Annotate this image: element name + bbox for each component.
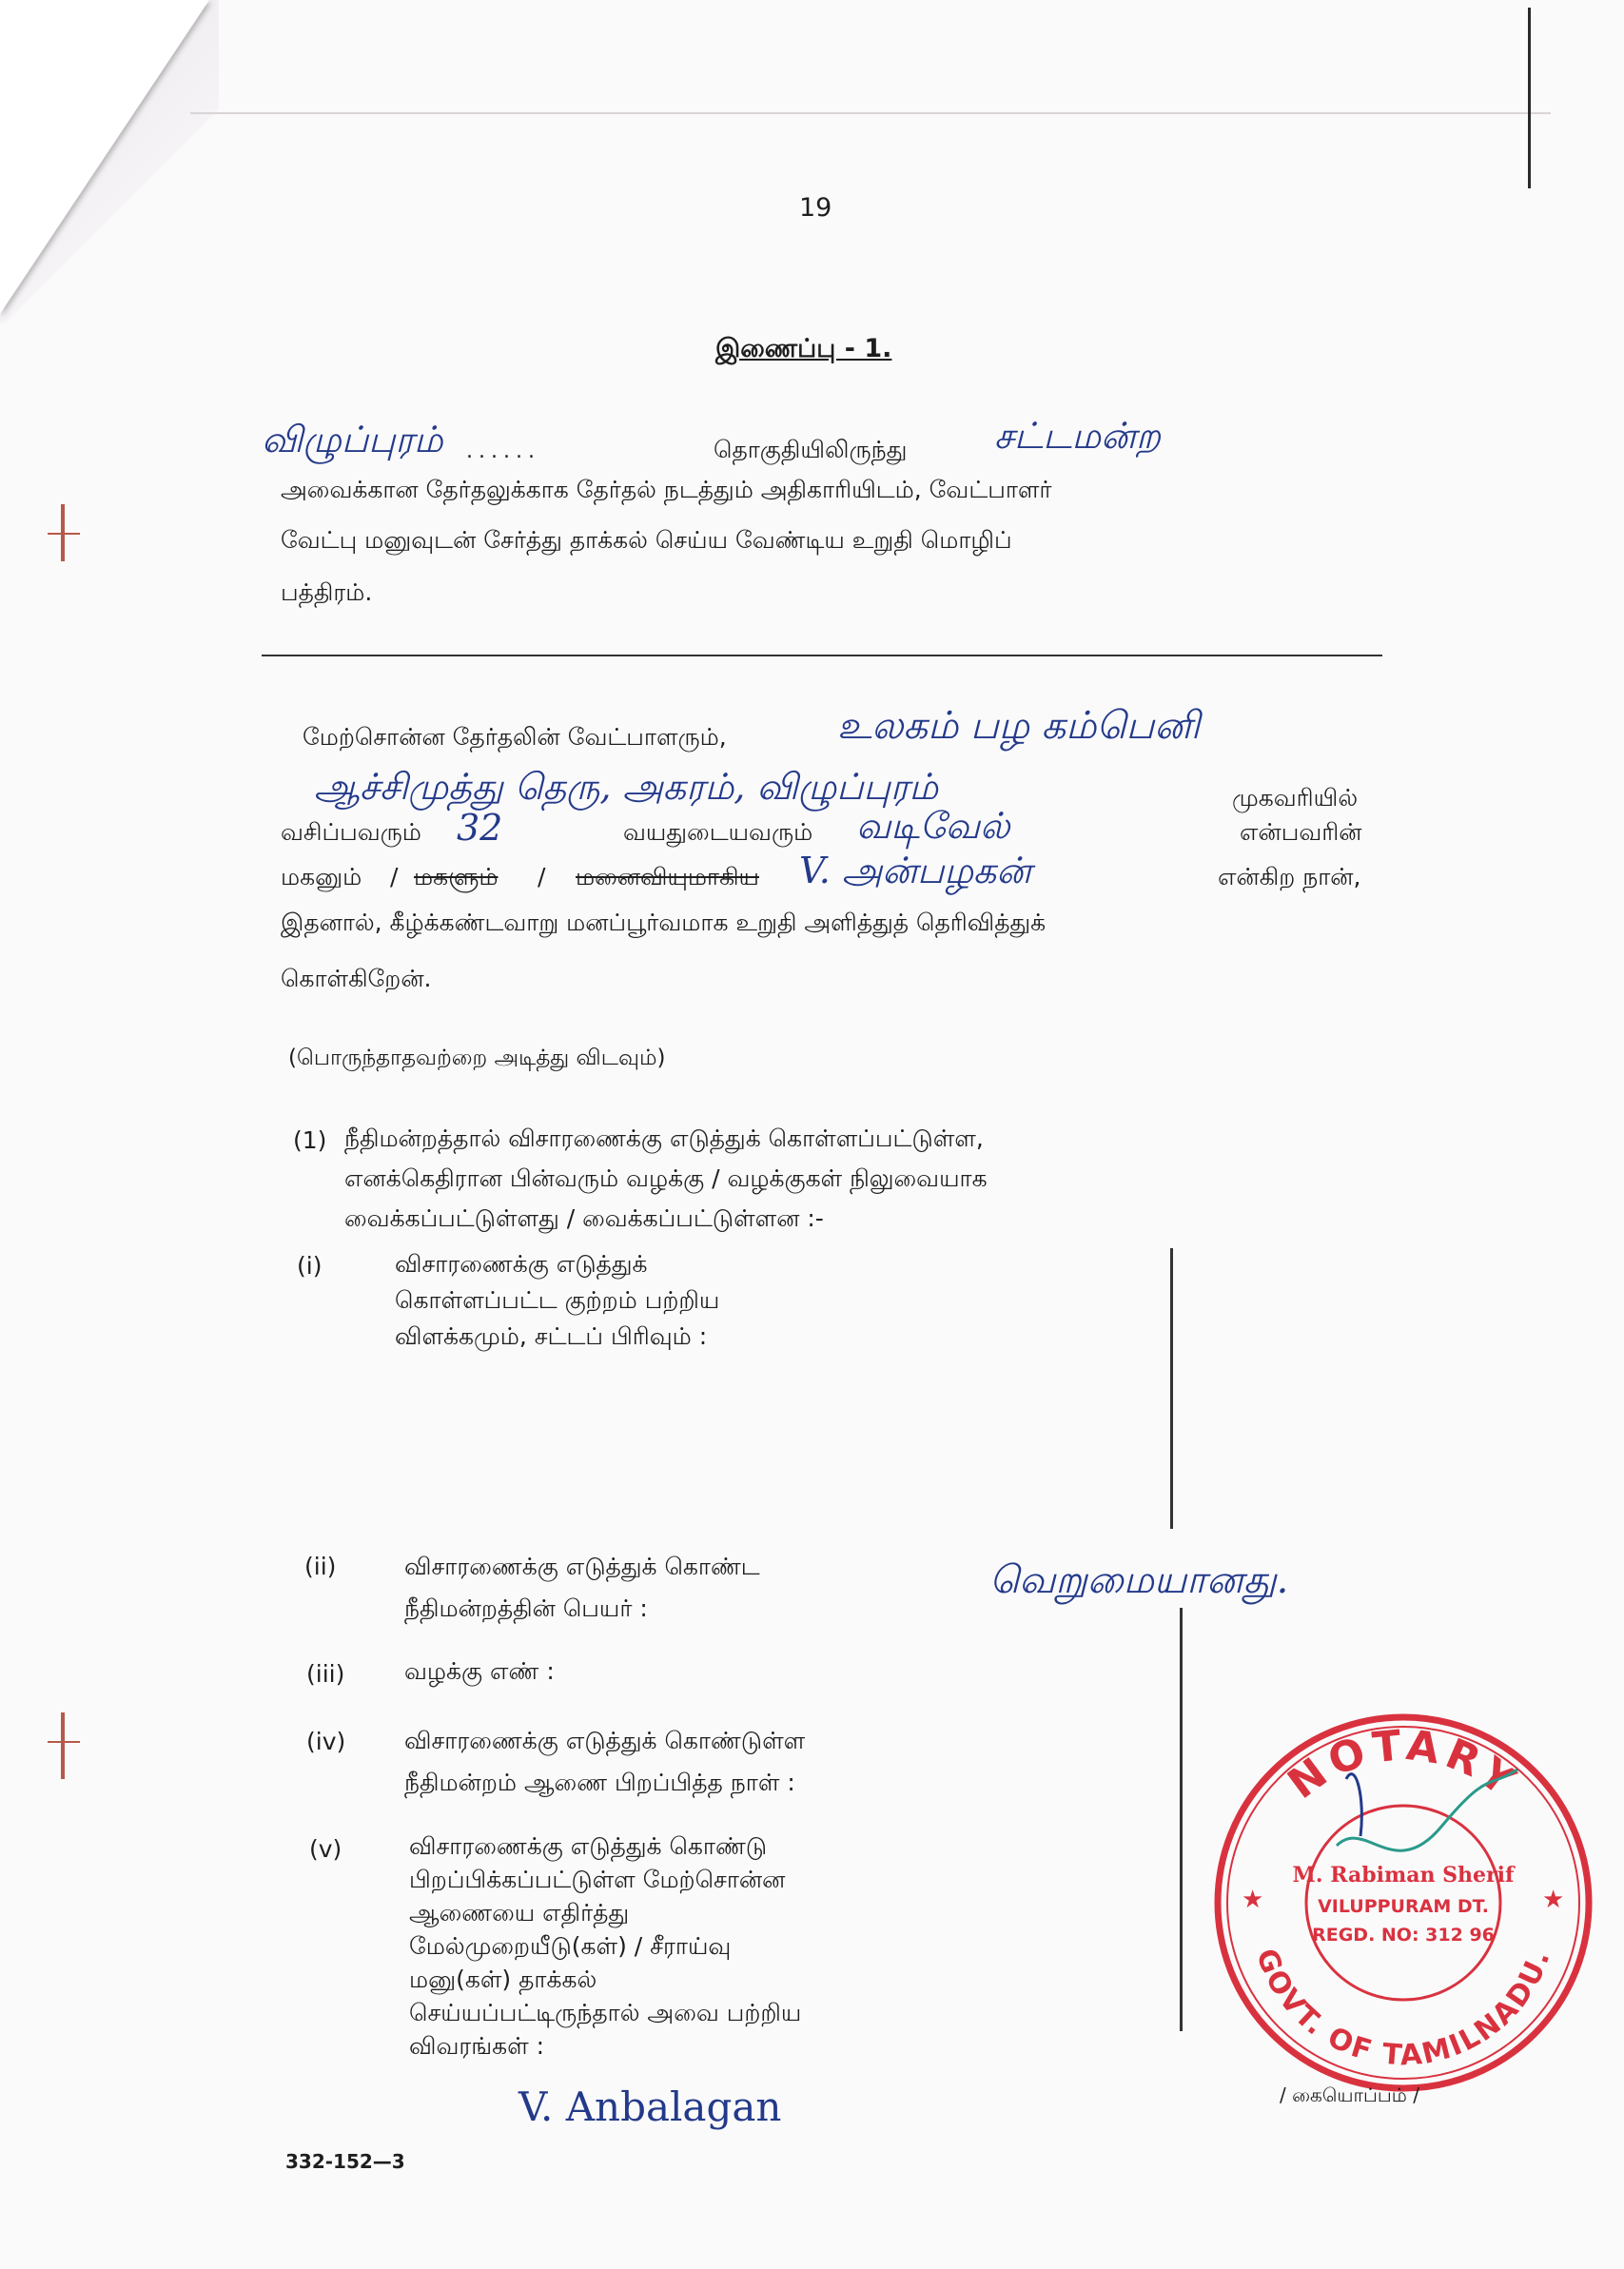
signature-label: / கையொப்பம் / (1280, 2083, 1419, 2106)
item-number: (ii) (304, 1553, 337, 1580)
slash: / (538, 863, 546, 890)
slash: / (390, 863, 399, 890)
age-label: வயதுடையவரும் (623, 818, 813, 846)
handwritten-age: 32 (457, 807, 503, 849)
item-number: (iii) (306, 1660, 345, 1688)
decl-start: மேற்சொன்ன தேர்தலின் வேட்பாளரும், (303, 723, 727, 751)
clause-line-3: வைக்கப்பட்டுள்ளது / வைக்கப்பட்டுள்ளன :- (344, 1204, 824, 1232)
stamp-star-left: ★ (1242, 1886, 1264, 1914)
address-suffix: முகவரியில் (1232, 784, 1359, 812)
punch-mark-top-cross (48, 533, 80, 535)
right-margin-mark (1528, 8, 1531, 188)
handwritten-father: வடிவேல் (856, 805, 1010, 847)
wife-label-struck: மனைவியுமாகிய (576, 863, 759, 890)
item-line: கொள்ளப்பட்ட குற்றம் பற்றிய (395, 1286, 720, 1314)
item-line: நீதிமன்றத்தின் பெயர் : (404, 1594, 648, 1622)
punch-mark-bottom-cross (48, 1741, 80, 1743)
clause-number: (1) (293, 1126, 327, 1154)
stamp-regd: REGD. NO: 312 96 (1312, 1925, 1495, 1946)
notary-initial-stroke (1346, 1774, 1361, 1836)
item-line: விளக்கமும், சட்டப் பிரிவும் : (395, 1322, 708, 1350)
item-line: மேல்முறையீடு(கள்) / சீராய்வு (409, 1932, 732, 1960)
item-line: விசாரணைக்கு எடுத்துக் கொண்ட (404, 1553, 760, 1580)
item-line: நீதிமன்றம் ஆணை பிறப்பித்த நாள் : (404, 1769, 795, 1796)
item-number: (iv) (306, 1728, 346, 1755)
son-label: மகனும் (281, 863, 362, 890)
intro-line-1 (252, 415, 1394, 472)
top-edge-line (190, 112, 1551, 114)
page-number: 19 (799, 193, 832, 223)
item-line: விவரங்கள் : (409, 2032, 545, 2060)
form-code: 332-152—3 (285, 2150, 405, 2173)
page-title: இணைப்பு - 1. (715, 334, 892, 363)
folded-corner (0, 0, 209, 314)
decl-line-relation (281, 850, 1384, 909)
handwritten-address-2: ஆச்சிமுத்து தெரு, அகரம், விழுப்புரம் (314, 766, 939, 808)
resident-label: வசிப்பவரும் (281, 818, 421, 846)
handwritten-constituency: விழுப்புரம் (262, 419, 443, 460)
item-line: ஆணையை எதிர்த்து (409, 1899, 630, 1927)
father-suffix: என்பவரின் (1240, 818, 1362, 846)
clause-line-2: எனக்கெதிரான பின்வரும் வழக்கு / வழக்குகள் நிலுவையாக (344, 1164, 988, 1192)
nil-line-top (1170, 1248, 1173, 1529)
item-line: பிறப்பிக்கப்பட்டுள்ள மேற்சொன்ன (409, 1866, 786, 1893)
stamp-star-right: ★ (1542, 1886, 1565, 1914)
handwritten-address-1: உலகம் பழ கம்பெனி (837, 704, 1201, 748)
handwritten-house: சட்டமன்ற (994, 415, 1161, 457)
intro-line-2: அவைக்கான தேர்தலுக்காக தேர்தல் நடத்தும் அதிகாரியிடம், வேட்பாளர் (281, 476, 1052, 503)
intro-line-4: பத்திரம். (281, 578, 373, 606)
stamp-district: VILUPPURAM DT. (1318, 1896, 1489, 1917)
dots: ...... (466, 440, 540, 463)
item-line: செய்யப்பட்டிருந்தால் அவை பற்றிய (409, 1999, 802, 2026)
instruction-text: (பொருந்தாதவற்றை அடித்து விடவும்) (288, 1046, 666, 1070)
handwritten-nil: வெறுமையானது. (989, 1558, 1289, 1602)
item-line: விசாரணைக்கு எடுத்துக் கொண்டு (409, 1832, 768, 1860)
constituency-suffix: தொகுதியிலிருந்து (714, 436, 908, 463)
item-number: (i) (297, 1252, 323, 1280)
punch-mark-bottom (61, 1712, 65, 1779)
handwritten-name: V. அன்பழகன் (799, 850, 1032, 891)
item-v-text (409, 1829, 801, 2063)
candidate-signature: V. Anbalagan (519, 2083, 782, 2130)
stamp-name: M. Rabiman Sherif (1292, 1863, 1515, 1888)
stamp-top-text: NOTARY (1279, 1721, 1528, 1809)
clause-line-1: நீதிமன்றத்தால் விசாரணைக்கு எடுத்துக் கொள்ளப்பட்டுள்ள, (344, 1125, 984, 1152)
section-divider (262, 655, 1382, 656)
item-line: விசாரணைக்கு எடுத்துக் கொண்டுள்ள (404, 1727, 806, 1754)
item-iii-text: வழக்கு எண் : (404, 1657, 555, 1685)
item-line: விசாரணைக்கு எடுத்துக் (395, 1250, 648, 1278)
name-suffix: என்கிற நான், (1218, 863, 1361, 890)
item-ii-text (404, 1546, 760, 1630)
item-i-text (395, 1246, 719, 1355)
decl-line-hereby: இதனால், கீழ்க்கண்டவாறு மனப்பூர்வமாக உறுதி அளித்துத் தெரிவித்துக் (281, 909, 1047, 936)
nil-line-bottom (1180, 1608, 1183, 2031)
item-number: (v) (309, 1835, 342, 1863)
notary-stamp (1203, 1703, 1603, 2103)
decl-line-declare: கொள்கிறேன். (281, 965, 432, 992)
stamp-bottom-text: GOVT. OF TAMILNADU. (1248, 1944, 1557, 2073)
item-iv-text (404, 1720, 805, 1804)
intro-line-3: வேட்பு மனுவுடன் சேர்த்து தாக்கல் செய்ய வேண்டிய உறுதி மொழிப் (281, 526, 1012, 554)
item-line: மனு(கள்) தாக்கல் (409, 1966, 597, 1993)
daughter-label-struck: மகளும் (414, 863, 499, 890)
